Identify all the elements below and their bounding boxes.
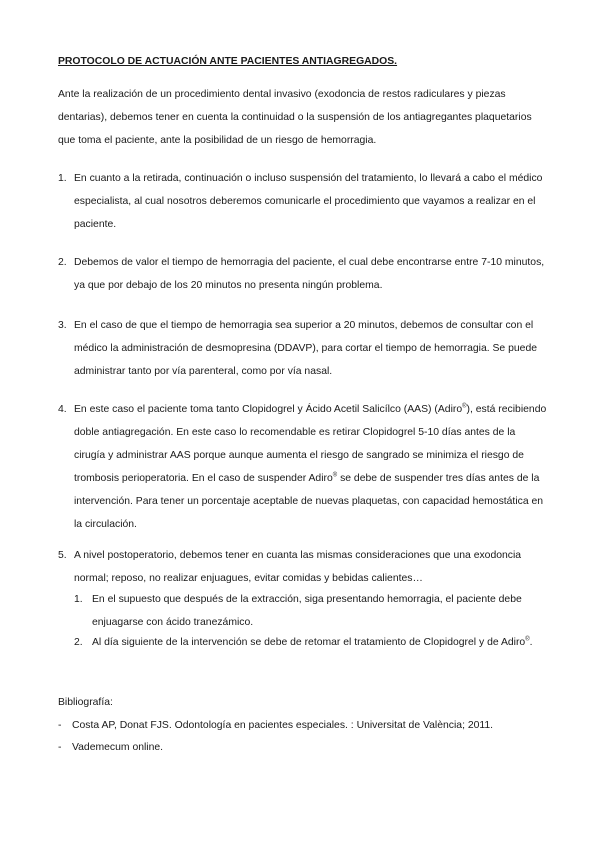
text-segment: ), está recibiendo doble antiagregación. En este caso lo recomendable es retirar Clopidogrel 5-10 días antes de la cirugía y administrar AAS porque aunque aumenta el riesgo de sangrado se minimiza el riesgo de trombosis perioperatoria. En el caso de suspender Adiro [74,404,547,484]
registered-mark: ® [525,636,530,643]
sub-list-item-text [92,631,548,654]
document-title: PROTOCOLO DE ACTUACIÓN ANTE PACIENTES ANTIAGREGADOS. [58,56,398,67]
list-item-4 [58,398,548,536]
list-item-1 [58,167,548,236]
bullet-dash: - [58,720,62,731]
list-item-3 [58,314,548,383]
list-item-text [74,398,548,536]
intro-paragraph: Ante la realización de un procedimiento dental invasivo (exodoncia de restos radiculares y piezas dentarias), debemos tener en cuenta la continuidad o la suspensión de los antiagregantes plaquetarios que toma el paciente, ante la posibilidad de un riesgo de hemorragia. [58,89,532,146]
list-item-number: 3. [58,320,67,331]
sub-list-item-text: En el supuesto que después de la extracción, siga presentando hemorragia, el paciente debe enjuagarse con ácido tranezámico. [92,594,522,628]
list-item-text: Debemos de valor el tiempo de hemorragia del paciente, el cual debe encontrarse entre 7-10 minutos, ya que por debajo de los 20 minutos no presenta ningún problema. [74,257,545,291]
list-item-number: 5. [58,550,67,561]
list-item-text: A nivel postoperatorio, debemos tener en cuanta las mismas consideraciones que una exodoncia normal; reposo, no realizar enjuagues, evitar comidas y bebidas calientes… [74,550,522,584]
text-segment: Al día siguiente de la intervención se debe de retomar el tratamiento de Clopidogrel y de Adiro [92,637,526,648]
list-item-text: En cuanto a la retirada, continuación o incluso suspensión del tratamiento, lo llevará a cabo el médico especialista, al cual nosotros deberemos comunicarle el procedimiento que vayamos a realizar en el paciente. [74,173,543,230]
list-item-text: En el caso de que el tiempo de hemorragia sea superior a 20 minutos, debemos de consultar con el médico la administración de desmopresina (DDAVP), para cortar el tiempo de hemorragia. Se puede administrar tanto por vía parenteral, como por vía nasal. [74,320,537,377]
sub-list-item-number: 1. [74,594,83,605]
text-segment: . [529,637,533,648]
registered-mark: ® [332,472,338,479]
sub-list-item-number: 2. [74,637,83,648]
list-item-number: 1. [58,173,67,184]
bibliography-title: Bibliografía: [58,697,113,708]
sub-list-item-2 [74,631,548,654]
text-segment: En este caso el paciente toma tanto Clopidogrel y Ácido Acetil Salicílco (AAS) (Adiro [74,404,463,415]
bibliography-ref-2 [58,742,163,753]
list-item-number: 4. [58,404,67,415]
bibliography-ref-1 [58,720,493,731]
sub-list-item-1 [74,588,548,634]
bibliography-ref-text: Costa AP, Donat FJS. Odontología en pacientes especiales. : Universitat de València; 2011. [72,720,494,731]
bibliography-ref-text: Vademecum online. [72,742,164,753]
list-item-number: 2. [58,257,67,268]
text-segment: se debe de suspender tres días antes de la intervención. Para tener un porcentaje aceptable de nuevas plaquetas, con capacidad hemostática en la circulación. [74,473,544,530]
registered-mark: ® [462,403,467,410]
list-item-2 [58,251,548,297]
list-item-5 [58,544,548,590]
bullet-dash: - [58,742,62,753]
